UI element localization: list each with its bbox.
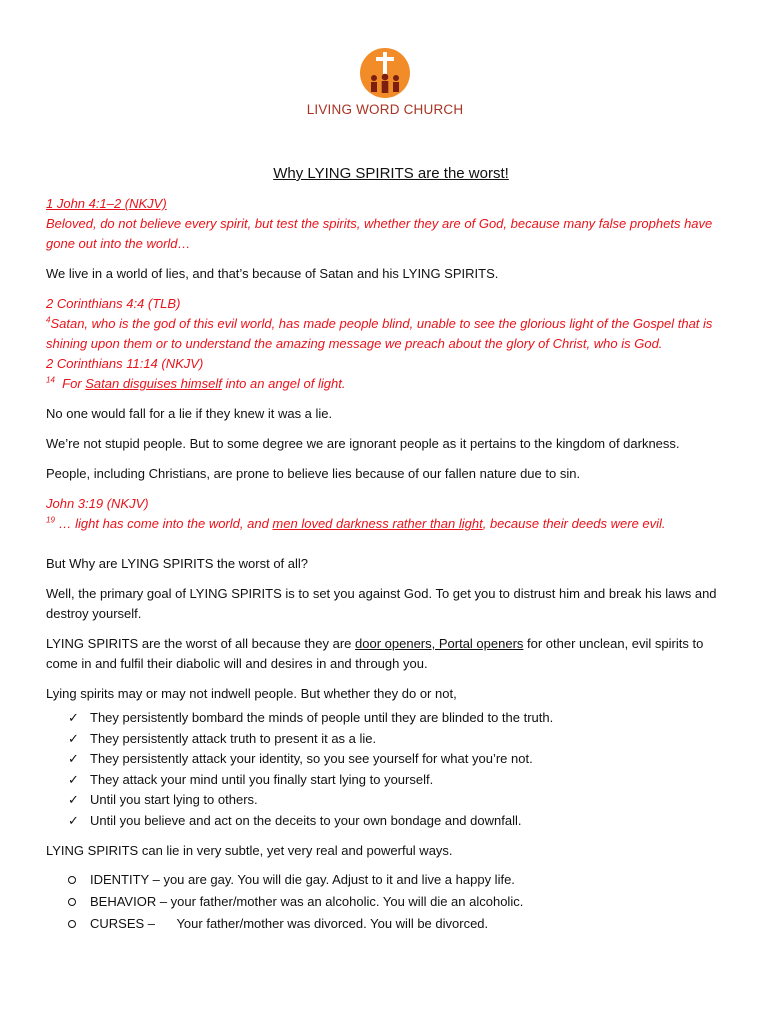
list-item — [68, 811, 736, 832]
paragraph — [46, 634, 736, 674]
verse-body: into an angel of light. — [221, 376, 346, 391]
verse-text — [46, 314, 736, 354]
verse-body: Satan, who is the god of this evil world, has made people blind, unable to see the glorious light of the Gospel that is shining upon them or to understand the amazing message we preach about the glory of Christ, who is God. — [46, 316, 713, 351]
church-name: LIVING WORD CHURCH — [306, 102, 464, 117]
paragraph: Well, the primary goal of LYING SPIRITS is to set you against God. To get you to distrust him and break his laws and destroy yourself. — [46, 586, 717, 621]
checkmark-icon: ✓ — [68, 792, 79, 807]
verse-body: For — [62, 376, 86, 391]
verse-number: 14 — [46, 375, 55, 385]
circle-bullet-list — [46, 869, 736, 935]
list-item — [68, 749, 736, 770]
list-item-text: They persistently bombard the minds of people until they are blinded to the truth. — [90, 710, 554, 725]
list-item-text: They persistently attack your identity, so you see yourself for what you’re not. — [90, 751, 533, 766]
checkmark-icon: ✓ — [68, 710, 79, 725]
list-item-text: Until you start lying to others. — [90, 792, 258, 807]
list-item — [68, 729, 736, 750]
paragraph: People, including Christians, are prone to believe lies because of our fallen nature due to sin. — [46, 466, 581, 481]
paragraph: Lying spirits may or may not indwell people. But whether they do or not, — [46, 686, 457, 701]
paragraph: But Why are LYING SPIRITS the worst of all? — [46, 556, 309, 571]
verse-reference: John 3:19 (NKJV) — [46, 496, 149, 511]
verse-reference: 2 Corinthians 11:14 (NKJV) — [46, 356, 204, 371]
list-item-text: BEHAVIOR – your father/mother was an alcoholic. You will die an alcoholic. — [90, 894, 524, 909]
paragraph-text: LYING SPIRITS are the worst of all because they are — [46, 636, 356, 651]
church-logo — [300, 46, 470, 120]
verse-text — [46, 514, 736, 534]
list-item-text: They attack your mind until you finally start lying to yourself. — [90, 771, 434, 787]
verse-number: 4 — [46, 315, 51, 325]
verse-number: 19 — [46, 515, 55, 525]
list-item — [68, 869, 736, 891]
list-item — [68, 913, 736, 935]
underlined-phrase: Satan disguises himself — [85, 376, 222, 391]
list-item-text: IDENTITY – you are gay. You will die gay. Adjust to it and live a happy life. — [90, 872, 515, 887]
list-item-text: Until you believe and act on the deceits to your own bondage and downfall. — [90, 812, 522, 828]
verse-body: … light has come into the world, and — [54, 516, 273, 531]
verse-reference: 2 Corinthians 4:4 (TLB) — [46, 296, 181, 311]
paragraph-text: for other unclean, evil spirits to come in and fulfil their diabolic will and desires in and through you. — [46, 636, 704, 671]
circle-bullet-icon — [68, 876, 76, 884]
list-item — [68, 790, 736, 811]
list-item-text: They persistently attack truth to present it as a lie. — [90, 730, 377, 746]
checkmark-icon: ✓ — [68, 812, 79, 828]
verse-block-2 — [46, 294, 736, 394]
verse-text — [46, 374, 736, 394]
list-item-text: CURSES – Your father/mother was divorced. You will be divorced. — [90, 916, 489, 931]
circle-bullet-icon — [68, 898, 76, 906]
checkmark-icon: ✓ — [68, 730, 79, 746]
list-item — [68, 891, 736, 913]
underlined-phrase: door openers, Portal openers — [355, 636, 524, 651]
list-item — [68, 770, 736, 791]
verse-body: , because their deeds were evil. — [482, 516, 666, 531]
circle-bullet-icon — [68, 920, 76, 928]
document-title: Why LYING SPIRITS are the worst! — [273, 165, 509, 182]
church-emblem-icon — [358, 46, 412, 100]
checkmark-icon: ✓ — [68, 751, 79, 766]
paragraph: LYING SPIRITS can lie in very subtle, yet very real and powerful ways. — [46, 843, 453, 858]
paragraph: We live in a world of lies, and that’s because of Satan and his LYING SPIRITS. — [46, 266, 499, 281]
verse-reference: 1 John 4:1–2 (NKJV) — [46, 196, 167, 211]
paragraph: We’re not stupid people. But to some degree we are ignorant people as it pertains to the kingdom of darkness. — [46, 436, 680, 451]
checkmark-list — [46, 708, 736, 831]
verse-text: Beloved, do not believe every spirit, but test the spirits, whether they are of God, because many false prophets have gone out into the world… — [46, 216, 713, 251]
paragraph: No one would fall for a lie if they knew it was a lie. — [46, 406, 333, 421]
underlined-phrase: men loved darkness rather than light — [272, 516, 483, 531]
verse-block-3 — [46, 494, 736, 534]
list-item — [68, 708, 736, 729]
verse-block-1 — [46, 194, 736, 254]
checkmark-icon: ✓ — [68, 771, 79, 787]
document-body — [46, 164, 736, 935]
